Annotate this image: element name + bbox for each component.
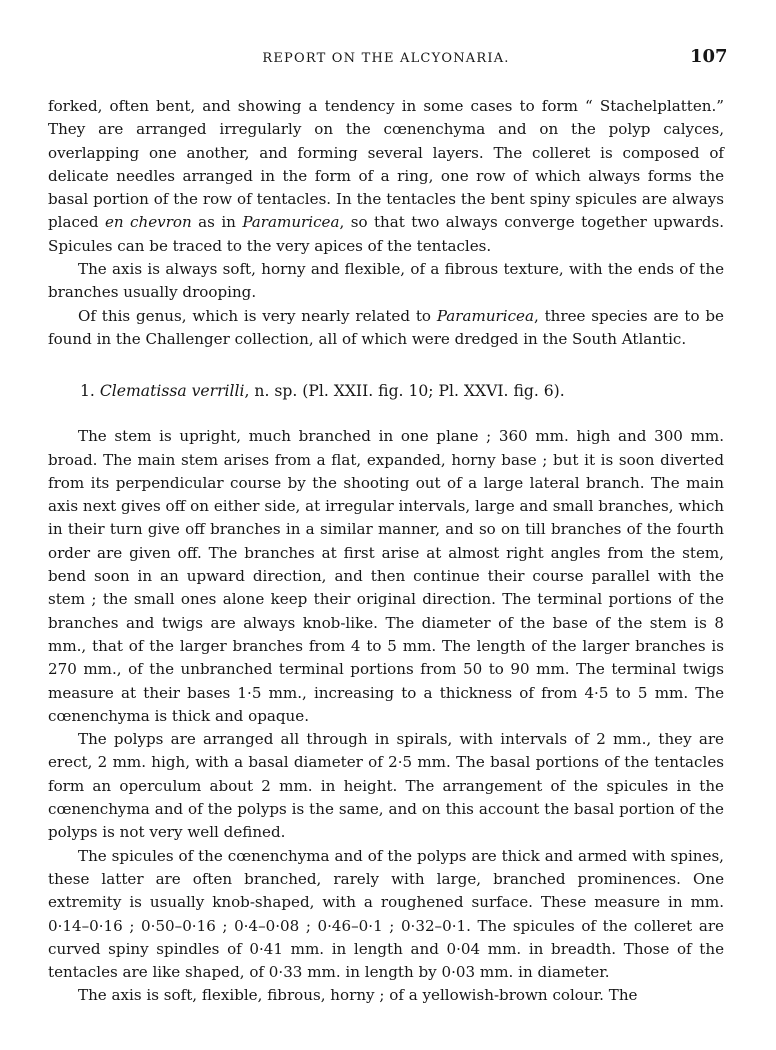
species-heading xyxy=(48,379,724,403)
paragraph-genus-summary xyxy=(48,305,724,352)
running-title: REPORT ON THE ALCYONARIA. xyxy=(262,51,510,66)
page-header xyxy=(48,46,728,76)
italic-genus-paramuricea: Paramuricea xyxy=(436,306,534,325)
paragraph-stem: The stem is upright, much branched in one plane ; 360 mm. high and 300 mm. broad. The main stem arises from a flat, expanded, horny base ; but it is soon diverted from its perpendicular course by the shooting out of a large lateral branch. The main axis next gives off on either side, at irregular intervals, large and small branches, which in their turn give off branches in a similar manner, and so on till branches of the fourth order are given off. The branches at first arise at almost right angles from the stem, bend soon in an upward direction, and then continue their course parallel with the stem ; the small ones alone keep their original direction. The terminal portions of the branches and twigs are always knob-like. The diameter of the base of the stem is 8 mm., that of the larger branches from 4 to 5 mm. The length of the larger branches is 270 mm., of the unbranched terminal portions from 50 to 90 mm. The terminal twigs measure at their bases 1·5 mm., increasing to a thickness of from 4·5 to 5 mm. The cœnenchyma is thick and opaque. xyxy=(48,427,724,725)
page xyxy=(48,46,728,1008)
species-name: Clematissa verrilli xyxy=(99,382,245,401)
species-number: 1. xyxy=(80,382,100,401)
text-run: , three species are to be found in the Challenger collection, all of which were dredged in the South Atlantic. xyxy=(48,306,724,348)
text-run: forked, often bent, and showing a tendency in some cases to form “ Stachelplatten.” They are arranged irregularly on the cœnenchyma and on the polyp calyces, overlapping one another, and forming several layers. The colleret is composed of delicate needles arranged in the form of a ring, one row of which always forms the basal portion of the row of tentacles. In the tentacles the bent spiny spicules are always placed xyxy=(48,97,724,232)
italic-term-en-chevron: en chevron xyxy=(104,213,192,232)
italic-genus-paramuricea: Paramuricea xyxy=(242,213,340,232)
text-run: Of this genus, which is very nearly related to xyxy=(78,306,437,325)
paragraph-axis-colour: The axis is soft, flexible, fibrous, horny ; of a yellowish-brown colour. The xyxy=(78,986,638,1005)
text-run: , so that two always converge together upwards. Spicules can be traced to the very apices of the tentacles. xyxy=(48,213,724,255)
paragraph-spicules: The spicules of the cœnenchyma and of the polyps are thick and armed with spines, these latter are often branched, rarely with large, branched prominences. One extremity is usually knob-shaped, with a roughened surface. These measure in mm. 0·14–0·16 ; 0·50–0·16 ; 0·4–0·08 ; 0·46–0·1 ; 0·32–0·1. The spicules of the colleret are curved spiny spindles of 0·41 mm. in length and 0·04 mm. in breadth. Those of the tentacles are like shaped, of 0·33 mm. in length by 0·03 mm. in diameter. xyxy=(48,846,724,982)
species-plate-references: , n. sp. (Pl. XXII. fig. 10; Pl. XXVI. fig. 6). xyxy=(244,382,565,401)
page-number: 107 xyxy=(690,46,728,67)
paragraph-axis: The axis is always soft, horny and flexible, of a fibrous texture, with the ends of the branches usually drooping. xyxy=(48,260,724,302)
text-run: as in xyxy=(191,213,243,232)
paragraph-spicule-description xyxy=(48,95,724,258)
paragraph-polyps: The polyps are arranged all through in spirals, with intervals of 2 mm., they are erect, 2 mm. high, with a basal diameter of 2·5 mm. The basal portions of the tentacles form an operculum about 2 mm. in height. The arrangement of the spicules in the cœnenchyma and of the polyps is the same, and on this account the basal portion of the polyps is not very well defined. xyxy=(48,730,724,842)
